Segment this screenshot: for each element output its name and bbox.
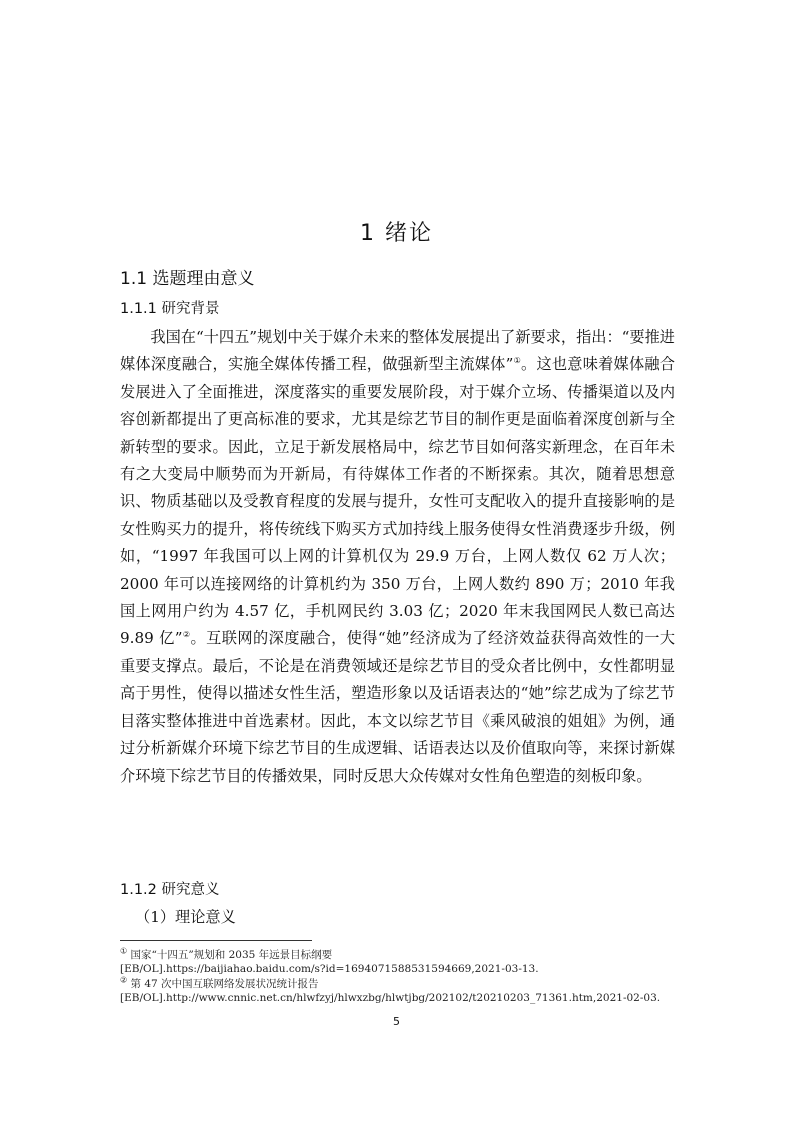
footnote-ref-2[interactable]: ② xyxy=(182,630,191,640)
subsection-heading-background: 1.1.1 研究背景 xyxy=(120,301,220,317)
page-number: 5 xyxy=(393,1015,400,1028)
footnote-mark: ① xyxy=(120,946,128,956)
paragraph-text: 。这也意味着媒体融合发展进入了全面推进，深度落实的重要发展阶段，对于媒介立场、传播渠道以及内容创新都提出了更高标准的要求，尤其是综艺节目的制作更是面临着深度创新与全新转型的要求。因此，立足于新发展格局中，综艺节目如何落实新理念，在百年未有之大变局中顺势而为开新局，有待媒体工作者的不断探索。其次，随着思想意识、物质基础以及受教育程度的发展与提升，女性可支配收入的提升直接影响的是女性购买力的提升，将传统线下购买方式加持线上服务使得女性消费逐步升级，例如，“1997 年我国可以上网的计算机仅为 29.9 万台，上网人数仅 62 万人次；2000 年可以连接网络的计算机约为 350 万台，上网人数约 890 万；2010 年我国上网用户约为 4.57 亿，手机网民约 3.03 亿；2020 年末我国网民人数已高达 9.89 亿” xyxy=(120,355,676,648)
footnotes xyxy=(120,948,680,1005)
paragraph-text: 。互联网的深度融合，使得“她”经济成为了经济效益获得高效性的一大重要支撑点。最后，不论是在消费领域还是综艺节目的受众者比例中，女性都明显高于男性，使得以描述女性生活，塑造形象以及话语表达的“她”综艺成为了综艺节目落实整体推进中首选素材。因此，本文以综艺节目《乘风破浪的姐姐》为例，通过分析新媒介环境下综艺节目的生成逻辑、话语表达以及价值取向等，来探讨新媒介环境下综艺节目的传播效果，同时反思大众传媒对女性角色塑造的刻板印象。 xyxy=(120,629,676,785)
body-paragraph xyxy=(120,324,675,790)
subsection-heading-significance: 1.1.2 研究意义 xyxy=(120,882,220,898)
footnote-divider xyxy=(120,940,312,941)
footnote-line xyxy=(120,991,680,1005)
footnote-line xyxy=(120,948,680,962)
footnote-ref-1[interactable]: ① xyxy=(513,356,522,366)
chapter-title: 1 绪论 xyxy=(360,221,433,246)
footnote-link[interactable]: [EB/OL].https://baijiahao.baidu.com/s?id=1694071588531594669,2021-03-13. xyxy=(120,963,539,976)
footnote-text: 第 47 次中国互联网络发展状况统计报告 xyxy=(127,977,319,990)
sub-item-label: （1）理论意义 xyxy=(135,908,236,926)
paragraph-text: 我国在“十四五”规划中关于媒介未来的整体发展提出了新要求，指出：“要推进媒体深度融合，实施全媒体传播工程，做强新型主流媒体” xyxy=(120,328,675,374)
section-heading: 1.1 选题理由意义 xyxy=(120,269,255,289)
footnote-line xyxy=(120,977,680,991)
footnote-link[interactable]: [EB/OL].http://www.cnnic.net.cn/hlwfzyj/hlwxzbg/hlwtjbg/202102/t20210203_71361.htm,2021-02-03. xyxy=(120,991,661,1004)
footnote-line xyxy=(120,962,680,976)
footnote-mark: ② xyxy=(120,975,128,985)
footnote-text: 国家“十四五”规划和 2035 年远景目标纲要 xyxy=(127,949,333,961)
